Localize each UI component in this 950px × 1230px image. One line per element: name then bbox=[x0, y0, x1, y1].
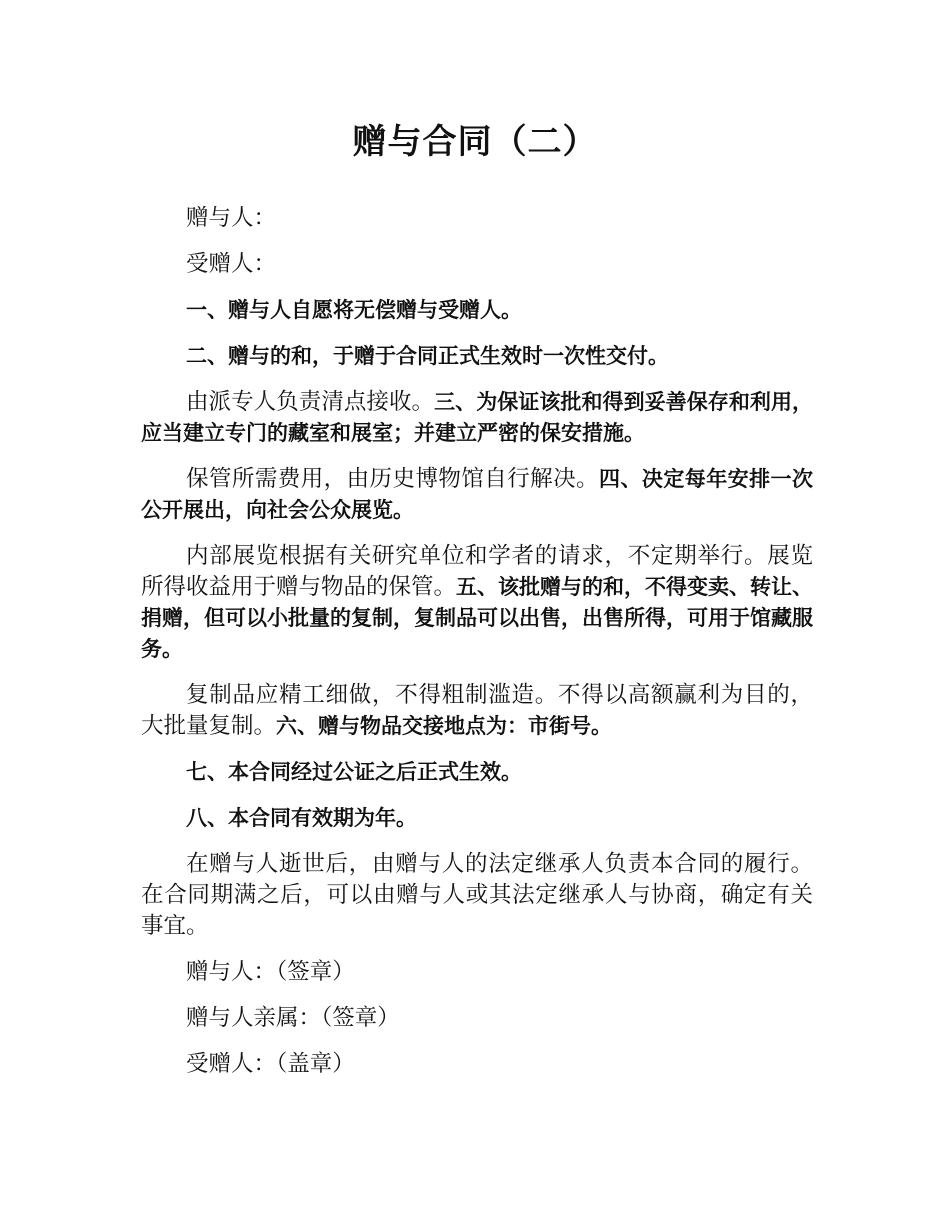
signature-donor bbox=[141, 957, 813, 988]
paragraph-bold-text: 五、该批赠与的和，不得变卖、转让、捐赠，但可以小批量的复制，复制品可以出售，出售所得，可用于馆藏服务。 bbox=[141, 575, 814, 661]
clause-1 bbox=[141, 295, 813, 326]
signature-donee bbox=[141, 1049, 813, 1080]
clause-5 bbox=[141, 541, 813, 665]
paragraph-performance bbox=[141, 849, 813, 942]
paragraph-text: 复制品应精工细做，不得粗制滥造。不得以高额赢利为目的，大批量复制。 bbox=[141, 682, 813, 739]
paragraph-bold-text: 三、为保证该批和得到妥善保存和利用，应当建立专门的藏室和展室；并建立严密的保安措施。 bbox=[141, 390, 813, 445]
paragraph-text: 保管所需费用，由历史博物馆自行解决。 bbox=[186, 466, 599, 492]
paragraph-text: 受赠人： bbox=[186, 251, 277, 277]
paragraph-text: 由派专人负责清点接收。 bbox=[186, 389, 435, 415]
clause-7 bbox=[141, 757, 813, 788]
clause-8 bbox=[141, 803, 813, 834]
document-title: 赠与合同（二） bbox=[352, 122, 598, 162]
paragraph-text: 赠与人亲属：（签章） bbox=[186, 1005, 400, 1031]
clause-6 bbox=[141, 680, 813, 742]
document-body bbox=[141, 203, 813, 1095]
clause-3 bbox=[141, 387, 813, 449]
paragraph-text: 赠与人： bbox=[186, 205, 277, 231]
paragraph-text: 受赠人：（盖章） bbox=[186, 1051, 355, 1077]
clause-2 bbox=[141, 341, 813, 372]
paragraph-donor bbox=[141, 203, 813, 234]
paragraph-bold-text: 八、本合同有效期为年。 bbox=[186, 806, 417, 830]
paragraph-bold-text: 二、赠与的和，于赠于合同正式生效时一次性交付。 bbox=[186, 344, 669, 368]
paragraph-text: 在赠与人逝世后，由赠与人的法定继承人负责本合同的履行。在合同期满之后，可以由赠与人或其法定继承人与协商，确定有关事宜。 bbox=[141, 851, 813, 939]
signature-donor-relative bbox=[141, 1003, 813, 1034]
paragraph-donee bbox=[141, 249, 813, 280]
paragraph-bold-text: 一、赠与人自愿将无偿赠与受赠人。 bbox=[186, 298, 522, 322]
paragraph-text: 赠与人：（签章） bbox=[186, 959, 355, 985]
clause-4 bbox=[141, 464, 813, 526]
paragraph-bold-text: 四、决定每年安排一次公开展出，向社会公众展览。 bbox=[141, 467, 813, 522]
paragraph-bold-text: 六、赠与物品交接地点为：市街号。 bbox=[276, 714, 613, 738]
paragraph-text: 内部展览根据有关研究单位和学者的请求，不定期举行。展览所得收益用于赠与物品的保管。 bbox=[141, 543, 813, 600]
paragraph-bold-text: 七、本合同经过公证之后正式生效。 bbox=[186, 760, 522, 784]
